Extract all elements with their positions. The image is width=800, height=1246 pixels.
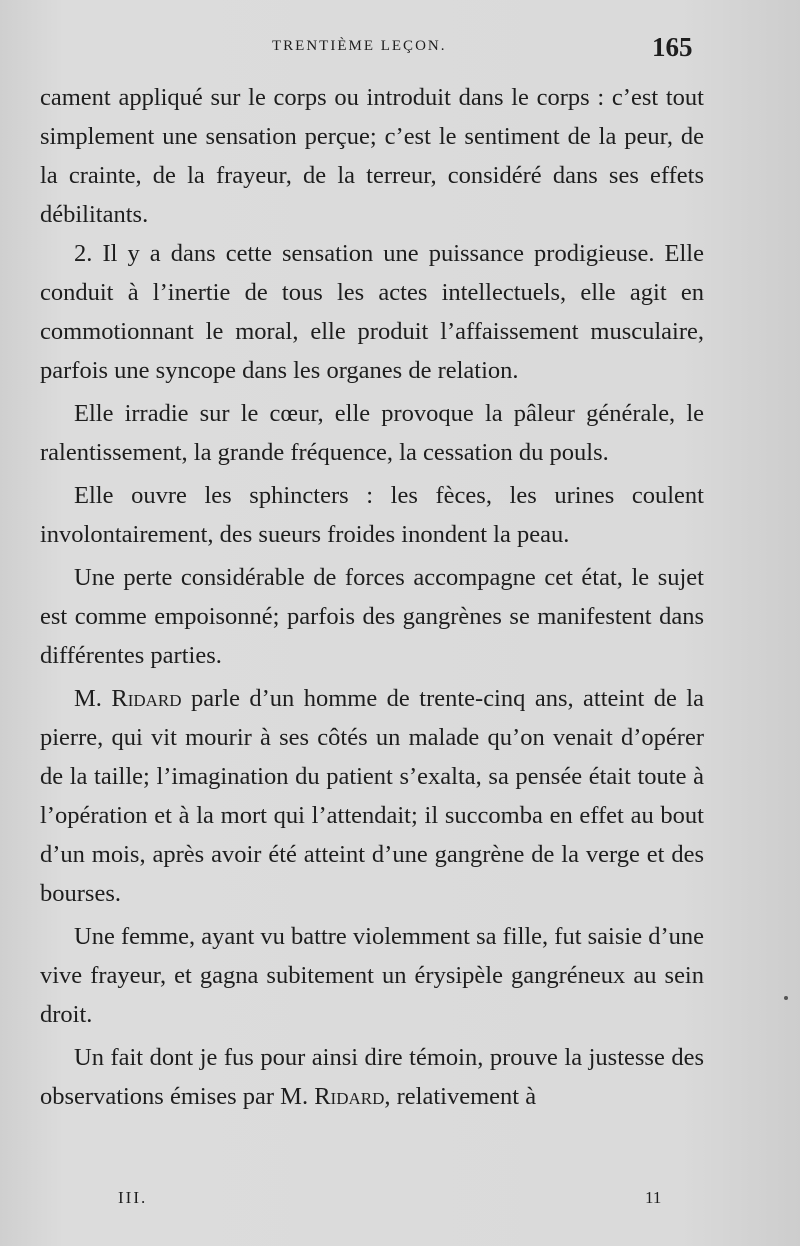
author-name: Ridard bbox=[314, 1083, 385, 1110]
paragraph bbox=[40, 476, 704, 554]
page-number: 165 bbox=[652, 32, 693, 62]
paragraph-prefix: M. bbox=[74, 685, 112, 712]
signature-mark: III. bbox=[118, 1188, 148, 1207]
page-footer bbox=[0, 1188, 800, 1218]
paragraph-text: Une perte considérable de forces accompagne cet état, le sujet est comme empoisonné; parfois des gangrènes se manifestent dans différentes parties. bbox=[40, 564, 704, 669]
author-name: Ridard bbox=[111, 685, 182, 712]
paragraph bbox=[40, 394, 704, 472]
running-head bbox=[0, 32, 800, 66]
paragraph-text: Une femme, ayant vu battre violemment sa fille, fut saisie d’une vive frayeur, et gagna subitement un érysipèle gangréneux au sein droit. bbox=[40, 923, 704, 1028]
sheet-number: 11 bbox=[645, 1188, 662, 1207]
paragraph-text: Elle ouvre les sphincters : les fèces, les urines coulent involontairement, des sueurs froides inondent la peau. bbox=[40, 482, 704, 548]
body-text bbox=[40, 78, 704, 1116]
running-title: TRENTIÈME LEÇON. bbox=[272, 38, 447, 54]
paragraph-ridard-case bbox=[40, 679, 704, 913]
paragraph-suffix: , relativement à bbox=[384, 1083, 537, 1110]
paragraph-text: cament appliqué sur le corps ou introduit dans le corps : c’est tout simplement une sensation perçue; c’est le sentiment de la peur, de la crainte, de la frayeur, de la terreur, considéré dans ses effets débilitants. bbox=[40, 84, 704, 228]
paragraph-text: Elle irradie sur le cœur, elle provoque la pâleur générale, le ralentissement, la grande fréquence, la cessation du pouls. bbox=[40, 400, 704, 466]
paragraph-text: parle d’un homme de trente-cinq ans, atteint de la pierre, qui vit mourir à ses côtés un malade qu’on venait d’opérer de la taille; l’imagination du patient s’exalta, sa pensée était toute à l’opération et à la mort qui l’attendait; il succomba en effet au bout d’un mois, après avoir été atteint d’une gangrène de la verge et des bourses. bbox=[40, 685, 704, 907]
paragraph-numbered bbox=[40, 234, 704, 390]
paragraph bbox=[40, 558, 704, 675]
paragraph-continuation bbox=[40, 78, 704, 234]
paragraph bbox=[40, 1038, 704, 1116]
paragraph-text: 2. Il y a dans cette sensation une puissance prodigieuse. Elle conduit à l’inertie de tous les actes intellectuels, elle agit en commotionnant le moral, elle produit l’affaissement musculaire, parfois une syncope dans les organes de relation. bbox=[40, 240, 704, 384]
paragraph bbox=[40, 917, 704, 1034]
paragraph-text: Un fait dont je fus pour ainsi dire témoin, prouve la justesse des observations émises par M. bbox=[40, 1044, 704, 1110]
ink-speck bbox=[784, 996, 788, 1000]
